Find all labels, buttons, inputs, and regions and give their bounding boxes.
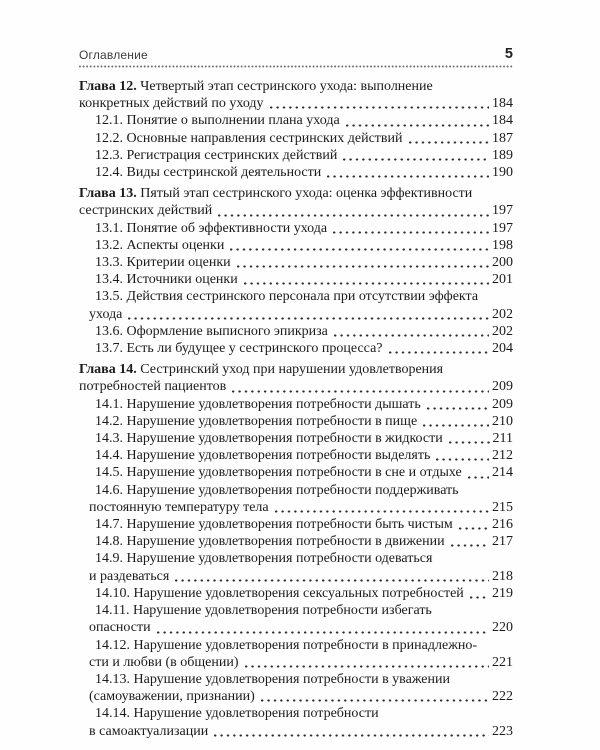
toc-subentry-line [79,288,513,305]
toc-subentry-line [79,550,513,567]
toc-entry-text: Глава 12. Четвертый этап сестринского ухода: выполнение [79,79,433,94]
toc-page-number: 200 [492,255,513,271]
toc-entry-text: 12.2. Основные направления сестринских действий [95,130,403,146]
toc-page-number: 204 [492,341,513,357]
toc-entry-text: Глава 13. Пятый этап сестринского ухода: оценка эффективности [79,186,473,202]
toc-page-number: 201 [492,272,513,288]
page-header [79,46,513,62]
toc-entry-text: (самоуважении, признании) [89,689,255,705]
toc-subentry-line [79,271,513,288]
toc-page-number: 209 [492,396,513,412]
toc-entry-text: 13.2. Аспекты оценки [95,237,225,253]
dot-leader [175,579,489,582]
toc-subentry-line [79,306,513,323]
page-header-number: 5 [504,46,513,62]
toc-page-number: 202 [492,323,513,339]
toc-subentry-line [79,637,513,654]
toc-chapter-line [79,202,513,219]
dot-leader [230,248,489,251]
toc-subentry-line [79,654,513,671]
toc-page-number: 187 [492,130,513,146]
dot-leader [157,631,489,634]
toc-entry-text: 14.12. Нарушение удовлетворения потребности в принадлежно- [95,637,478,653]
toc-chapter-line [79,361,513,378]
dot-leader [468,476,489,479]
toc-subentry-line [79,237,513,254]
toc-page-number: 214 [492,465,513,481]
toc-entry-text: 14.3. Нарушение удовлетворения потребности в жидкости [95,431,443,447]
toc-subentry-line [79,516,513,533]
dot-leader [470,596,489,599]
toc-subentry-line [79,396,513,413]
toc-page-number: 220 [492,620,513,636]
dot-leader [237,265,489,268]
dot-leader [346,124,489,127]
dot-leader [459,527,489,530]
toc-entry-text: 14.4. Нарушение удовлетворения потребности выделять [95,448,431,464]
toc-entry-text: 14.9. Нарушение удовлетворения потребности одеваться [95,551,433,567]
page-header-title: Оглавление [79,48,148,62]
chapter-number-label: Глава 12. [79,79,141,94]
toc-subentry-line [79,464,513,481]
toc-entry-text: постоянную температуру тела [89,499,269,515]
toc-page-number: 209 [492,379,513,395]
toc-subentry-line [79,447,513,464]
toc-page-number: 190 [492,165,513,181]
toc-page-number: 184 [492,96,513,112]
toc-page-number: 215 [492,499,513,515]
toc-entry-text: 13.6. Оформление выписного эпикриза [95,323,328,339]
toc-page-number: 212 [492,448,513,464]
toc-page-number: 198 [492,237,513,253]
toc-subentry-line [79,705,513,722]
toc-entry-text: Глава 14. Сестринский уход при нарушении удовлетворения [79,362,444,378]
dot-leader [436,458,489,461]
toc-entry-text: 14.6. Нарушение удовлетворения потребности поддерживать [95,482,459,498]
dot-leader [427,407,489,410]
toc-entry-text: 13.4. Источники оценки [95,272,238,288]
toc-subentry-line [79,585,513,602]
dot-leader [343,158,489,161]
toc-entry-text: потребностей пациентов [79,379,227,395]
toc-subentry-line [79,323,513,340]
dot-leader [244,282,489,285]
dot-leader [218,214,489,217]
dot-leader [245,665,489,668]
dot-leader [327,175,489,178]
toc-page-number: 197 [492,220,513,236]
toc-subentry-line [79,220,513,237]
toc-entry-text: 14.7. Нарушение удовлетворения потребности быть чистым [95,517,453,533]
toc-page-number: 184 [492,113,513,129]
toc-subentry-line [79,340,513,357]
dot-leader [333,231,489,234]
toc-chapter-line [79,185,513,202]
toc-entry-text: 14.10. Нарушение удовлетворения сексуальных потребностей [95,585,464,601]
toc-subentry-line [79,533,513,550]
toc-subentry-line [79,147,513,164]
dot-leader [232,390,489,393]
toc-subentry-line [79,602,513,619]
toc-chapter-line [79,78,513,95]
toc-page-number: 211 [492,431,513,447]
header-dotted-rule [79,65,513,68]
toc-subentry-line [79,619,513,636]
dot-leader [409,141,489,144]
toc-entry-text: и раздеваться [89,568,170,584]
toc-entry-text: 12.3. Регистрация сестринских действий [95,147,338,163]
toc-chapter-line [79,378,513,395]
toc-entry-text: конкретных действий по уходу [79,96,264,112]
toc-page-number: 217 [492,534,513,550]
toc-subentry-line [79,112,513,129]
toc-subentry-line [79,164,513,181]
toc-subentry-line [79,723,513,740]
dot-leader [270,106,489,109]
toc-subentry-line [79,130,513,147]
dot-leader [451,544,489,547]
toc-entry-text: сти и любви (в общении) [89,654,239,670]
dot-leader [261,699,489,702]
toc-entry-text: 14.8. Нарушение удовлетворения потребности в движении [95,534,445,550]
chapter-number-label: Глава 14. [79,362,141,378]
toc-page-number: 210 [492,413,513,429]
toc-page-number: 222 [492,689,513,705]
toc-subentry-line [79,482,513,499]
toc-entry-text: 12.4. Виды сестринской деятельности [95,165,322,181]
dot-leader [449,441,490,444]
toc-entry-text: 14.11. Нарушение удовлетворения потребности избегать [95,603,432,619]
toc-entry-text: опасности [89,620,151,636]
toc-page-number: 216 [492,517,513,533]
toc-entry-text: ухода [89,306,123,322]
toc-entry-text: сестринских действий [79,203,213,219]
toc-subentry-line [79,568,513,585]
toc-list [79,78,513,740]
toc-entry-text: 14.5. Нарушение удовлетворения потребности в сне и отдыхе [95,465,462,481]
toc-subentry-line [79,671,513,688]
toc-subentry-line [79,254,513,271]
toc-entry-text: 13.5. Действия сестринского персонала при отсутствии эффекта [95,289,479,305]
toc-entry-text: 13.3. Критерии оценки [95,255,231,271]
toc-entry-text: 14.13. Нарушение удовлетворения потребности в уважении [95,671,450,687]
toc-page-number: 221 [492,654,513,670]
toc-subentry-line [79,430,513,447]
toc-entry-text: в самоактуализации [89,723,209,739]
toc-chapter-line [79,95,513,112]
toc-entry-text: 14.1. Нарушение удовлетворения потребности дышать [95,396,421,412]
toc-page-number: 218 [492,568,513,584]
dot-leader [214,734,489,737]
chapter-number-label: Глава 13. [79,186,141,202]
toc-page-number: 189 [492,147,513,163]
toc-page-number: 219 [492,585,513,601]
toc-entry-text: 13.7. Есть ли будущее у сестринского процесса? [95,341,383,357]
toc-subentry-line [79,413,513,430]
dot-leader [334,334,489,337]
toc-page-number: 202 [492,306,513,322]
toc-entry-text: 14.14. Нарушение удовлетворения потребности [95,706,379,722]
toc-subentry-line [79,499,513,516]
toc-entry-text: 12.1. Понятие о выполнении плана ухода [95,113,340,129]
toc-subentry-line [79,688,513,705]
dot-leader [128,317,489,320]
toc-page-number: 223 [492,723,513,739]
toc-entry-text: 13.1. Понятие об эффективности ухода [95,220,328,236]
toc-page-number: 197 [492,203,513,219]
toc-entry-text: 14.2. Нарушение удовлетворения потребности в пище [95,413,418,429]
dot-leader [389,351,490,354]
dot-leader [275,510,489,513]
dot-leader [423,424,489,427]
